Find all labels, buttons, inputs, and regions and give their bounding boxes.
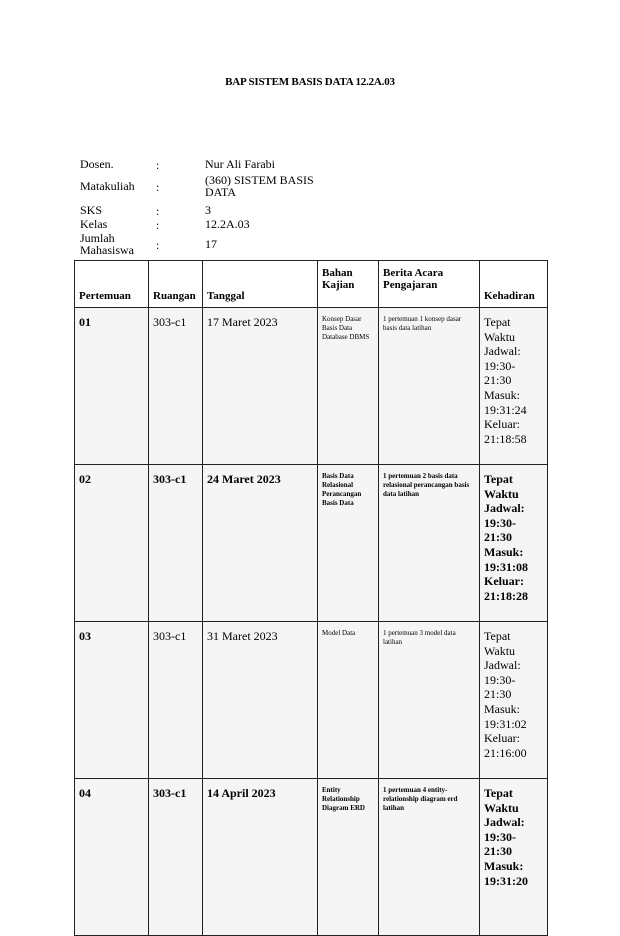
- info-colon: :: [156, 204, 160, 218]
- info-value: (360) SISTEM BASIS DATA: [205, 173, 314, 199]
- header-bahan-kajian: Bahan Kajian: [318, 261, 379, 308]
- table-row: [75, 779, 548, 936]
- cell-ruangan: 303-c1: [149, 622, 203, 779]
- header-ruangan: Ruangan: [149, 261, 203, 308]
- kehadiran-line: Jadwal:: [484, 344, 521, 359]
- info-value: Nur Ali Farabi: [205, 157, 275, 171]
- kehadiran-line: 19:31:08: [484, 559, 528, 574]
- kehadiran-line: Tepat: [484, 315, 511, 329]
- cell-berita-acara: 1 pertemuan 4 entity-relationship diagram erd latihan: [379, 779, 480, 936]
- cell-kehadiran: [480, 622, 548, 779]
- info-colon: :: [156, 180, 160, 194]
- kehadiran-line: 21:30: [484, 844, 512, 859]
- cell-tanggal: 17 Maret 2023: [203, 308, 318, 465]
- kehadiran-line: Jadwal:: [484, 815, 525, 830]
- kehadiran-line: Masuk:: [484, 544, 524, 559]
- kehadiran-line: 19:30-: [484, 358, 516, 373]
- page-title: BAP SISTEM BASIS DATA 12.2A.03: [225, 76, 395, 88]
- cell-tanggal: 14 April 2023: [203, 779, 318, 936]
- cell-pertemuan: 04: [75, 779, 149, 936]
- kehadiran-line: Waktu: [484, 643, 516, 658]
- kehadiran-line: 19:30-: [484, 515, 516, 530]
- kehadiran-line: 19:30-: [484, 829, 516, 844]
- table-row: [75, 622, 548, 779]
- info-label: Kelas: [80, 217, 108, 231]
- kehadiran-line: 19:30-: [484, 672, 516, 687]
- kehadiran-line: 19:31:24: [484, 402, 527, 417]
- header-pertemuan: Pertemuan: [75, 261, 149, 308]
- kehadiran-line: Masuk:: [484, 858, 524, 873]
- kehadiran-line: Waktu: [484, 800, 519, 815]
- header-tanggal: Tanggal: [203, 261, 318, 308]
- info-label: Dosen.: [80, 157, 114, 171]
- info-value: 17: [205, 237, 217, 251]
- kehadiran-line: Masuk:: [484, 701, 520, 716]
- kehadiran-line: 21:18:28: [484, 588, 528, 603]
- info-colon: :: [156, 158, 160, 172]
- cell-pertemuan: 03: [75, 622, 149, 779]
- cell-ruangan: 303-c1: [149, 308, 203, 465]
- cell-berita-acara: 1 pertemuan 2 basis data relasional perancangan basis data latihan: [379, 465, 480, 622]
- cell-bahan-kajian: Basis Data Relasional Perancangan Basis Data: [318, 465, 379, 622]
- info-value: 3: [205, 203, 211, 217]
- header-berita-acara: Berita Acara Pengajaran: [379, 261, 480, 308]
- kehadiran-line: 21:16:00: [484, 745, 527, 760]
- cell-bahan-kajian: Entity Relationship Diagram ERD: [318, 779, 379, 936]
- cell-pertemuan: 01: [75, 308, 149, 465]
- header-kehadiran: Kehadiran: [480, 261, 548, 308]
- info-label: Matakuliah: [80, 179, 135, 193]
- cell-pertemuan: 02: [75, 465, 149, 622]
- cell-berita-acara: 1 pertemuan 1 konsep dasar basis data latihan: [379, 308, 480, 465]
- kehadiran-line: Waktu: [484, 486, 519, 501]
- info-colon: :: [156, 218, 160, 232]
- info-colon: :: [156, 238, 160, 252]
- attendance-table: [74, 260, 548, 936]
- kehadiran-line: Jadwal:: [484, 658, 521, 673]
- kehadiran-line: 21:18:58: [484, 431, 527, 446]
- cell-bahan-kajian: Konsep Dasar Basis Data Database DBMS: [318, 308, 379, 465]
- cell-kehadiran: [480, 308, 548, 465]
- table-header-row: [75, 261, 548, 308]
- cell-tanggal: 31 Maret 2023: [203, 622, 318, 779]
- info-value: 12.2A.03: [205, 217, 250, 231]
- kehadiran-line: 19:31:02: [484, 716, 527, 731]
- cell-bahan-kajian: Model Data: [318, 622, 379, 779]
- cell-kehadiran: [480, 779, 548, 936]
- kehadiran-line: Keluar:: [484, 574, 524, 589]
- kehadiran-line: 21:30: [484, 530, 512, 545]
- cell-tanggal: 24 Maret 2023: [203, 465, 318, 622]
- kehadiran-line: Waktu: [484, 329, 516, 344]
- cell-berita-acara: 1 pertemuan 3 model data latihan: [379, 622, 480, 779]
- info-label: SKS: [80, 203, 103, 217]
- kehadiran-line: Tepat: [484, 472, 513, 486]
- kehadiran-line: 21:30: [484, 373, 512, 388]
- kehadiran-line: Keluar:: [484, 417, 520, 432]
- kehadiran-line: 21:30: [484, 687, 512, 702]
- table-row: [75, 465, 548, 622]
- cell-kehadiran: [480, 465, 548, 622]
- info-label: Jumlah Mahasiswa: [80, 231, 134, 257]
- kehadiran-line: Masuk:: [484, 387, 520, 402]
- kehadiran-line: Tepat: [484, 629, 511, 643]
- kehadiran-line: Keluar:: [484, 731, 520, 746]
- cell-ruangan: 303-c1: [149, 779, 203, 936]
- table-row: [75, 308, 548, 465]
- kehadiran-line: 19:31:20: [484, 873, 528, 888]
- kehadiran-line: Jadwal:: [484, 501, 525, 516]
- kehadiran-line: Tepat: [484, 786, 513, 800]
- cell-ruangan: 303-c1: [149, 465, 203, 622]
